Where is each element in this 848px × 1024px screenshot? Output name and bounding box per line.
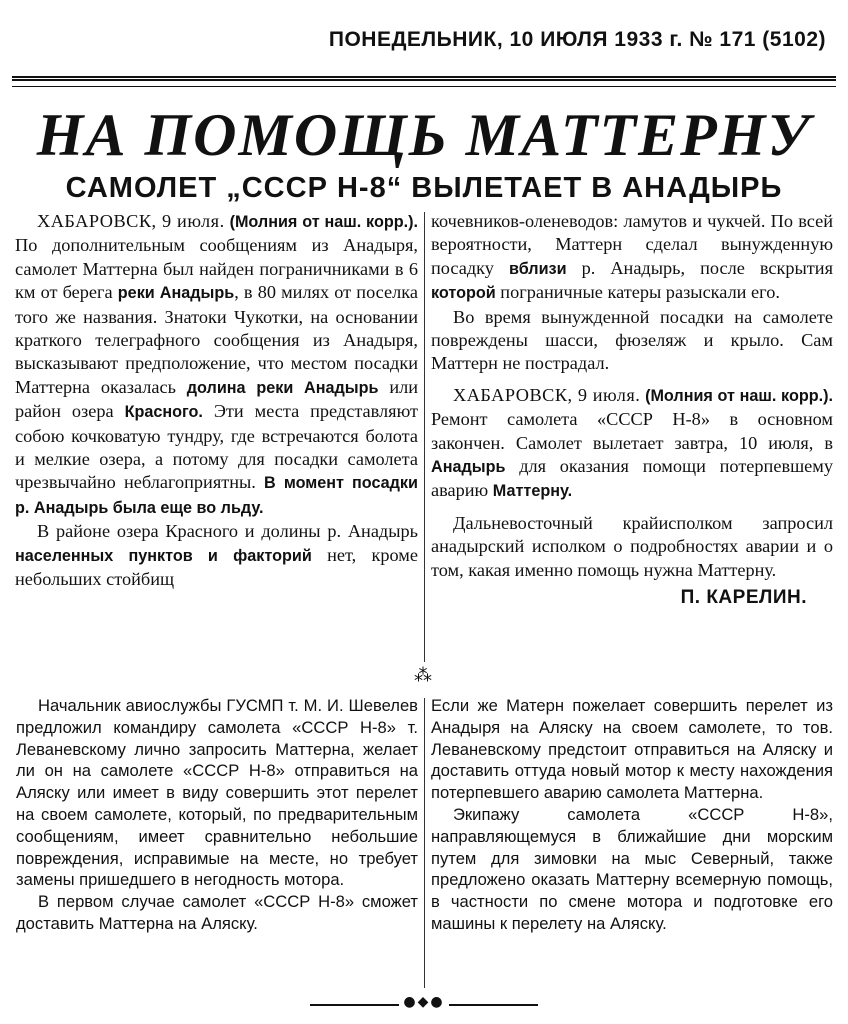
section-divider-asterism: ⁂ [414, 665, 434, 686]
article2-paragraph: Экипажу самолета «СССР Н-8», направляющемуся в ближайшие дни морским путем для зимовки на мыс Северный, также предложено оказать Маттерну всемерную помощь, в частности по смене мотора и подготовке его машины к перелету на Аляску. [431, 804, 833, 933]
header-rule [12, 76, 836, 81]
dateline: ХАБАРОВСК, 9 июля. [453, 384, 641, 405]
body-text: нет, кроме небольших стойбищ [15, 544, 418, 590]
body-text: или район озера [15, 376, 419, 422]
body-bold: реки Анадырь [117, 284, 235, 303]
author-signature: П. КАРЕЛИН. [680, 587, 807, 609]
headline: НА ПОМОЩЬ МАТТЕРНУ [36, 102, 812, 168]
article1-paragraph: Во время вынужденной посадки на самолете повреждены шасси, фюзеляж и крыло. Сам Маттерн не пострадал. [431, 306, 833, 374]
body-text: По дополнительным сообщениям из Анадыря, самолет Маттерна был найден пограничниками в 6 км от берега [15, 235, 418, 303]
body-bold: Анадырь [431, 458, 506, 477]
body-text: , в 80 милях от поселка того же названия. Знатоки Чукотки, на основании краткого телеграфного сообщения из Анадыря, высказывают предположение, что местом посадки Маттерна оказалась [15, 282, 418, 397]
body-text: кочевников-оленеводов: ламутов и чукчей. По всей вероятности, Маттерн сделал вынужденную посадку [431, 211, 833, 278]
body-bold: В момент посадки р. Анадырь была еще во льду. [15, 474, 418, 517]
article1-paragraph [15, 520, 418, 591]
header-rule-thin [12, 86, 836, 87]
body-bold: Маттерну. [492, 482, 573, 501]
article1-paragraph: Дальневосточный крайисполком запросил анадырский исполком о подробностях аварии и о том, какая именно помощь нужна Маттерну. [431, 512, 833, 580]
end-rule-ornament [310, 994, 538, 1010]
body-bold: вблизи [508, 259, 567, 278]
article1-paragraph [15, 210, 418, 520]
body-text: р. Анадырь, после вскрытия [581, 257, 833, 278]
article2-paragraph: В первом случае самолет «СССР Н-8» сможет доставить Маттерна на Аляску. [16, 892, 418, 933]
end-ornament-rule [310, 994, 538, 1010]
article2-paragraph: Начальник авиослужбы ГУСМП т. М. И. Шевелев предложил командиру самолета «СССР Н-8» т. Леваневскому лично запросить Маттерна, желает ли он на самолете «СССР Н-8» отправиться на Аляску или имеет в виду совершить этот перелет на своем самолете, который, по предварительным сообщениям, имеет сравнительно небольшие повреждения, исправимые на месте, но требует замены пришедшего в негодность мотора. [16, 696, 418, 890]
column-divider [424, 212, 425, 662]
article1-column1 [15, 210, 418, 592]
article2-column2 [431, 695, 833, 935]
article1-paragraph [431, 210, 833, 306]
article1-paragraph [431, 384, 833, 504]
body-text: Ремонт самолета «СССР Н-8» в основном закончен. Самолет вылетает завтра, 10 июля, в [431, 409, 833, 453]
body-text: пограничные катеры разыскали его. [500, 282, 780, 303]
article2-paragraph: Если же Матерн пожелает совершить перелет из Анадыря на Аляску на своем самолете, то тов. Леваневскому предстоит отправиться на Аляску и доставить оттуда новый мотор к месту нахождения потерпевшего аварию самолета Маттерна. [431, 696, 833, 803]
body-text: В районе озера Красного и долины р. Анадырь [37, 521, 418, 542]
article1-column2 [431, 210, 833, 610]
subheadline: САМОЛЕТ „СССР Н-8“ ВЫЛЕТАЕТ В АНАДЫРЬ [65, 172, 783, 204]
article2-column1 [16, 695, 418, 935]
body-bold: которой [431, 284, 496, 303]
dateline: ХАБАРОВСК, 9 июля. [37, 211, 225, 231]
source-note: (Молния от наш. корр.). [229, 213, 418, 231]
source-note: (Молния от наш. корр.). [645, 386, 833, 405]
body-bold: населенных пунктов и факторий [15, 546, 312, 565]
masthead-date-issue: ПОНЕДЕЛЬНИК, 10 ИЮЛЯ 1933 г. № 171 (5102) [328, 28, 826, 51]
body-text: Эти места представляют собою кочковатую тундру, где встречаются болота и мелкие озера, а потому для посадки самолета чрезвычайно неблагоприятны. [15, 401, 418, 493]
end-mark-glyphs: ●◆● [399, 994, 448, 1010]
column-divider [424, 698, 425, 988]
body-text: для оказания помощи потерпевшему аварию [431, 456, 833, 501]
body-bold: долина реки Анадырь [186, 378, 379, 397]
body-bold: Красного. [124, 403, 203, 422]
